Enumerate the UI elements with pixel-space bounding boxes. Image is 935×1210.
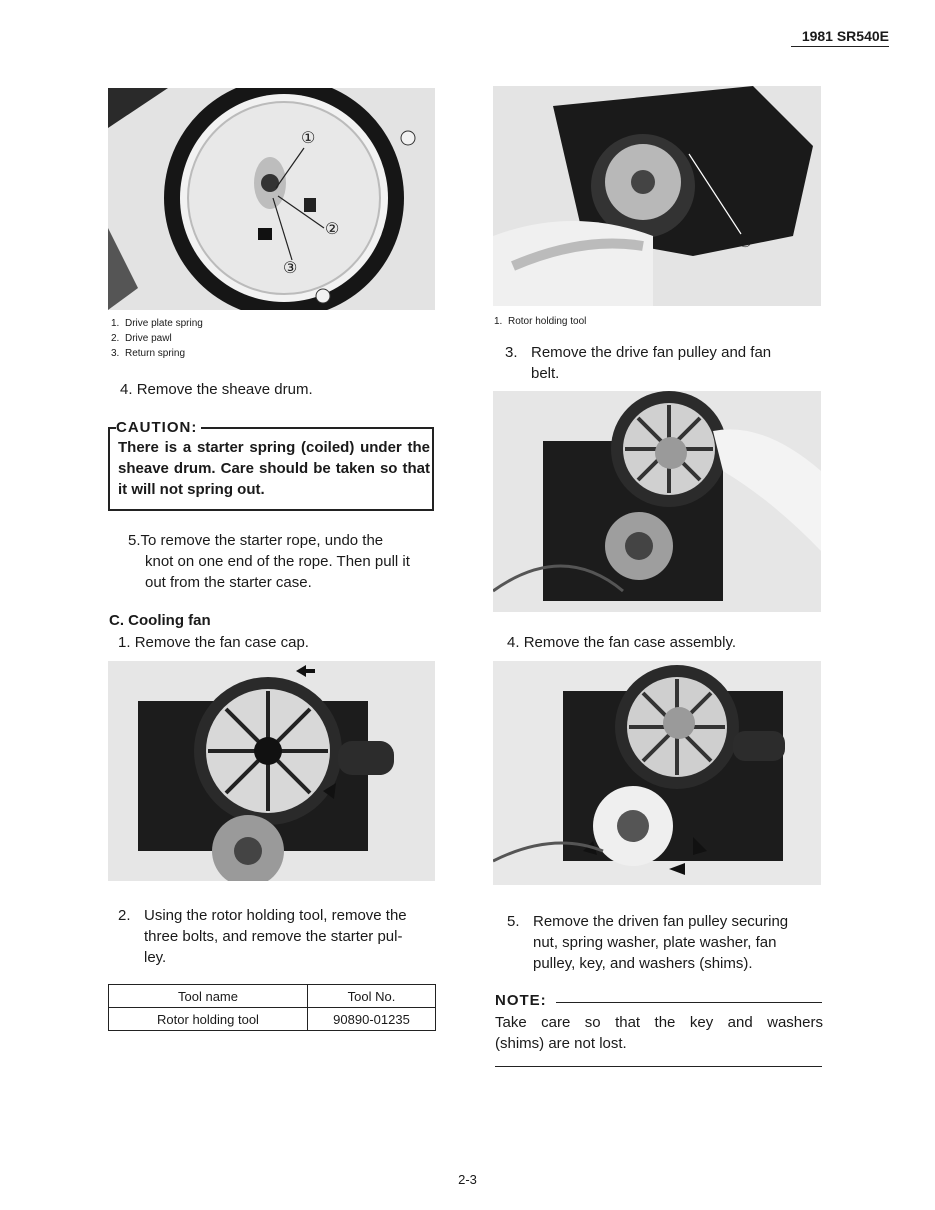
step-remove-driven-fan-pulley: 5. Remove the driven fan pulley securing nut, spring washer, plate washer, fan pulley, key, and washers (shims). xyxy=(507,913,789,972)
callout-1: ① xyxy=(738,234,753,251)
caption-item: 1. Drive plate spring xyxy=(111,318,203,329)
page-number: 2-3 xyxy=(458,1172,477,1187)
tool-table xyxy=(108,984,436,1031)
figure-drive-fan-pulley xyxy=(493,391,821,612)
caption-item: 2. Drive pawl xyxy=(111,333,172,344)
figure-fan-case-cap xyxy=(108,661,435,881)
figure-fan-case-assembly xyxy=(493,661,821,885)
figure-2-captions xyxy=(494,314,586,329)
step-remove-fan-case-assembly: 4. Remove the fan case assembly. xyxy=(507,634,737,651)
step-remove-starter-rope: 5.To remove the starter rope, undo the knot on one end of the rope. Then pull it out from the starter case. xyxy=(128,532,410,591)
caution-title: CAUTION: xyxy=(116,419,201,436)
callout-1: ① xyxy=(301,130,316,147)
figure-1-captions xyxy=(111,316,203,361)
table-row xyxy=(109,1008,436,1031)
step-remove-fan-case-cap: 1. Remove the fan case cap. xyxy=(118,634,309,651)
table-cell: Rotor holding tool xyxy=(109,1008,308,1031)
note-rule xyxy=(556,1002,822,1003)
caption-item: 1. Rotor holding tool xyxy=(494,316,587,327)
step-remove-sheave-drum: 4. Remove the sheave drum. xyxy=(120,381,313,398)
note-bottom-rule xyxy=(495,1066,822,1067)
note-title: NOTE: xyxy=(495,992,547,1009)
section-heading-cooling-fan: C. Cooling fan xyxy=(109,612,211,629)
table-header-row xyxy=(109,985,436,1008)
figure-rotor-holding-tool xyxy=(493,86,821,306)
figure-starter-drive-plate xyxy=(108,88,435,310)
caption-item: 3. Return spring xyxy=(111,348,186,359)
table-header: Tool name xyxy=(109,985,308,1008)
note-text: Take care so that the key and washers (shims) are not lost. xyxy=(495,1014,823,1052)
step-remove-drive-fan-pulley: 3. Remove the drive fan pulley and fan belt. xyxy=(505,344,772,382)
step-remove-starter-pulley: 2. Using the rotor holding tool, remove the three bolts, and remove the starter pul- ley. xyxy=(118,907,407,966)
callout-3: ③ xyxy=(283,260,298,277)
table-header: Tool No. xyxy=(308,985,436,1008)
callout-2: ② xyxy=(325,221,340,238)
caution-text: There is a starter spring (coiled) under the sheave drum. Care should be taken so that it will not spring out. xyxy=(118,439,430,498)
page-header-model: 1981 SR540E xyxy=(791,28,889,47)
table-cell: 90890-01235 xyxy=(308,1008,436,1031)
